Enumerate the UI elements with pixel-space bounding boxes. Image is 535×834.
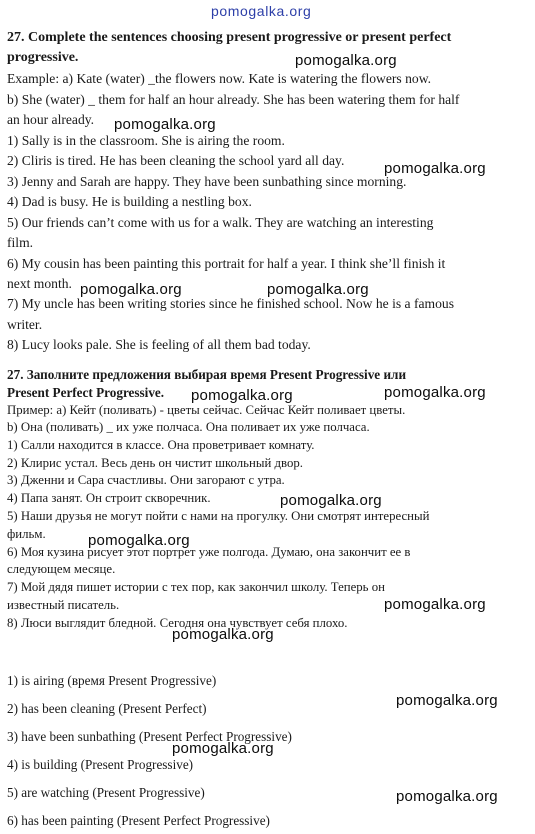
answer-item: 5) are watching (Present Progressive) — [7, 785, 205, 800]
answer-item: 3) have been sunbathing (Present Perfect Progressive) — [7, 729, 292, 744]
watermark: pomogalka.org — [396, 788, 498, 805]
english-line: 8) Lucy looks pale. She is feeling of all them bad today. — [7, 337, 311, 352]
watermark: pomogalka.org — [384, 160, 486, 177]
answer-item: 1) is airing (время Present Progressive) — [7, 673, 217, 688]
russian-title-line-2: Present Perfect Progressive. — [7, 385, 165, 400]
english-title-line-1: 27. Complete the sentences choosing present progressive or present perfect — [7, 30, 452, 45]
russian-line: Пример: а) Кейт (поливать) - цветы сейчас. Сейчас Кейт поливает цветы. — [7, 403, 406, 417]
english-line: 1) Sally is in the classroom. She is airing the room. — [7, 133, 285, 148]
watermark: pomogalka.org — [267, 281, 369, 298]
english-line: writer. — [7, 317, 43, 332]
watermark: pomogalka.org — [384, 384, 486, 401]
english-line: film. — [7, 235, 34, 250]
english-line: 2) Cliris is tired. He has been cleaning the school yard all day. — [7, 153, 345, 168]
russian-line: 3) Дженни и Сара счастливы. Они загорают с утра. — [7, 473, 285, 487]
english-line: an hour already. — [7, 112, 95, 127]
watermark: pomogalka.org — [114, 116, 216, 133]
english-line: Example: a) Kate (water) _the flowers now. Kate is watering the flowers now. — [7, 71, 432, 86]
english-line: 3) Jenny and Sarah are happy. They have been sunbathing since morning. — [7, 174, 407, 189]
russian-line: следующем месяце. — [7, 562, 116, 576]
watermark: pomogalka.org — [295, 52, 397, 69]
russian-line: 5) Наши друзья не могут пойти с нами на прогулку. Они смотрят интересный — [7, 509, 430, 523]
watermark: pomogalka.org — [172, 740, 274, 757]
russian-line: 7) Мой дядя пишет истории с тех пор, как закончил школу. Теперь он — [7, 580, 385, 594]
russian-line: 4) Папа занят. Он строит скворечник. — [7, 491, 211, 505]
russian-line: 6) Моя кузина рисует этот портрет уже полгода. Думаю, она закончит ее в — [7, 545, 411, 559]
answer-item: 2) has been cleaning (Present Perfect) — [7, 701, 207, 716]
russian-line: 1) Салли находится в классе. Она проветривает комнату. — [7, 438, 315, 452]
answer-item: 6) has been painting (Present Perfect Progressive) — [7, 813, 270, 828]
english-line: b) She (water) _ them for half an hour already. She has been watering them for half — [7, 92, 460, 107]
watermark: pomogalka.org — [384, 596, 486, 613]
russian-line: фильм. — [7, 527, 46, 541]
english-line: next month. — [7, 276, 72, 291]
russian-line: известный писатель. — [7, 598, 120, 612]
answer-item: 4) is building (Present Progressive) — [7, 757, 194, 772]
english-line: 4) Dad is busy. He is building a nestling box. — [7, 194, 252, 209]
watermark: pomogalka.org — [280, 492, 382, 509]
watermark: pomogalka.org — [80, 281, 182, 298]
russian-line: 2) Клирис устал. Весь день он чистит школьный двор. — [7, 456, 303, 470]
russian-title-line-1: 27. Заполните предложения выбирая время Present Progressive или — [7, 367, 407, 382]
russian-line: 8) Люси выглядит бледной. Сегодня она чувствует себя плохо. — [7, 616, 348, 630]
watermark: pomogalka.org — [88, 532, 190, 549]
english-line: 6) My cousin has been painting this portrait for half a year. I think she’ll finish it — [7, 256, 446, 271]
english-line: 7) My uncle has been writing stories since he finished school. Now he is a famous — [7, 296, 454, 311]
english-title-line-2: progressive. — [7, 50, 79, 65]
english-line: 5) Our friends can’t come with us for a walk. They are watching an interesting — [7, 215, 434, 230]
watermark: pomogalka.org — [172, 626, 274, 643]
watermark: pomogalka.org — [396, 692, 498, 709]
watermark: pomogalka.org — [191, 387, 293, 404]
watermark: pomogalka.org — [211, 3, 312, 19]
russian-line: b) Она (поливать) _ их уже полчаса. Она поливает их уже полчаса. — [7, 420, 370, 434]
